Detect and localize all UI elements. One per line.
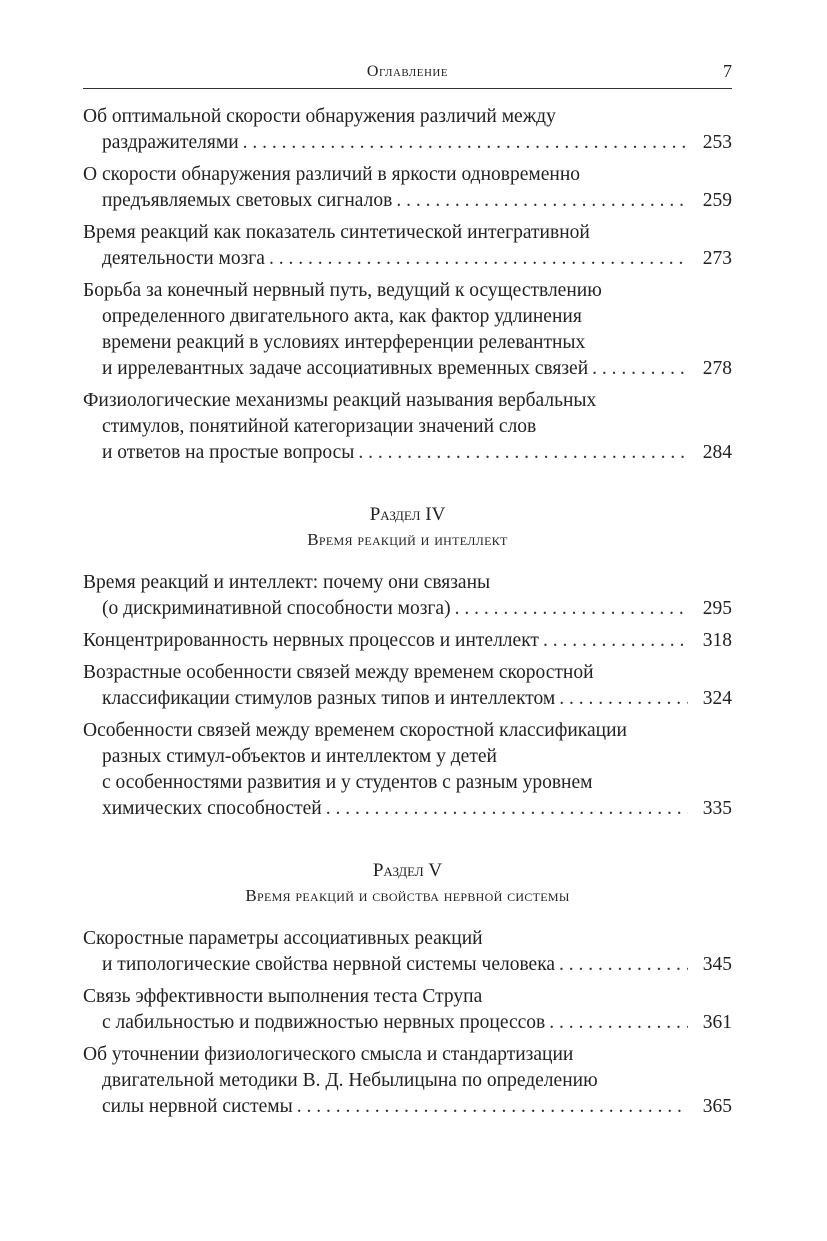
toc-entry-title-line: с особенностями развития и у студентов с разным уровнем [102, 772, 593, 793]
toc-entry-last-line [83, 1010, 732, 1036]
toc-entry-last-line [83, 686, 732, 712]
toc-entry[interactable] [83, 660, 732, 712]
toc-page-number: 259 [702, 190, 732, 211]
toc-entry-last-line [83, 952, 732, 978]
toc-entry-title-line: классификации стимулов разных типов и интеллектом [102, 688, 556, 709]
toc-block-2 [83, 570, 732, 822]
toc-entry-title-line: Борьба за конечный нервный путь, ведущий к осуществлению [83, 280, 602, 301]
toc-page-number: 253 [702, 132, 732, 153]
toc-entry[interactable] [83, 162, 732, 214]
toc-entry-title-line: и иррелевантных задаче ассоциативных временных связей [102, 358, 589, 379]
toc-entry[interactable] [83, 1042, 732, 1120]
toc-entry[interactable] [83, 718, 732, 822]
toc-entry[interactable] [83, 570, 732, 622]
toc-entry-title-line: и типологические свойства нервной системы человека [102, 954, 556, 975]
section-title: Время реакций и интеллект [307, 530, 508, 549]
toc-entry-title-line: с лабильностью и подвижностью нервных процессов [102, 1012, 546, 1033]
running-head [83, 60, 732, 89]
toc-page-number: 365 [702, 1096, 732, 1117]
toc-page-number: 324 [702, 688, 732, 709]
toc-entry-last-line [83, 130, 732, 156]
toc-entry-last-line [83, 356, 732, 382]
toc-entry-title-line: раздражителями [102, 132, 239, 153]
toc-entry-last-line [83, 628, 732, 654]
toc-entry-title-line: Об уточнении физиологического смысла и стандартизации [83, 1044, 574, 1065]
section-number: Раздел IV [369, 504, 446, 525]
toc-entry-title-line: Возрастные особенности связей между временем скоростной [83, 662, 594, 683]
toc-entries [83, 104, 732, 1126]
toc-entry-title-line: и ответов на простые вопросы [102, 442, 355, 463]
toc-entry-title-line: Связь эффективности выполнения теста Струпа [83, 986, 483, 1007]
dot-leader [358, 440, 688, 466]
page-number: 7 [723, 61, 732, 81]
toc-entry-title-line: предъявляемых световых сигналов [102, 190, 393, 211]
toc-entry-title-line: стимулов, понятийной категоризации значений слов [102, 416, 537, 437]
dot-leader [543, 628, 688, 654]
dot-leader [592, 356, 688, 382]
toc-entry-title-line: Особенности связей между временем скоростной классификации [83, 720, 627, 741]
toc-entry[interactable] [83, 278, 732, 382]
toc-page-number: 295 [702, 598, 732, 619]
toc-entry-title-line: Скоростные параметры ассоциативных реакций [83, 928, 483, 949]
toc-entry-title-line: О скорости обнаружения различий в яркости одновременно [83, 164, 581, 185]
toc-entry-title-line: определенного двигательного акта, как фактор удлинения [102, 306, 582, 327]
toc-page-number: 273 [702, 248, 732, 269]
section-heading-4 [83, 502, 732, 552]
dot-leader [326, 796, 688, 822]
toc-entry-title-line: двигательной методики В. Д. Небылицына по определению [102, 1070, 598, 1091]
dot-leader [297, 1094, 688, 1120]
toc-block-1 [83, 104, 732, 466]
toc-entry-title-line: деятельности мозга [102, 248, 265, 269]
toc-entry[interactable] [83, 388, 732, 466]
toc-entry-title-line: разных стимул-объектов и интеллектом у детей [102, 746, 497, 767]
dot-leader [549, 1010, 688, 1036]
toc-entry[interactable] [83, 984, 732, 1036]
section-number: Раздел V [372, 860, 443, 881]
toc-entry[interactable] [83, 628, 732, 654]
toc-entry-title-line: Концентрированность нервных процессов и интеллект [83, 630, 539, 651]
toc-entry-last-line [83, 596, 732, 622]
toc-entry[interactable] [83, 220, 732, 272]
toc-page-number: 345 [702, 954, 732, 975]
toc-page-number: 284 [702, 442, 732, 463]
toc-page-number: 318 [702, 630, 732, 651]
toc-entry-title-line: силы нервной системы [102, 1096, 293, 1117]
toc-page-number: 278 [702, 358, 732, 379]
toc-entry-title-line: химических способностей [102, 798, 322, 819]
dot-leader [559, 686, 688, 712]
dot-leader [269, 246, 688, 272]
toc-entry-last-line [83, 796, 732, 822]
toc-entry-last-line [83, 1094, 732, 1120]
toc-entry-title-line: Физиологические механизмы реакций называния вербальных [83, 390, 597, 411]
dot-leader [559, 952, 688, 978]
toc-entry-last-line [83, 246, 732, 272]
toc-entry-title-line: (о дискриминативной способности мозга) [102, 598, 451, 619]
section-title: Время реакций и свойства нервной системы [245, 886, 570, 905]
running-head-title: Оглавление [366, 63, 449, 80]
toc-entry-title-line: Время реакций как показатель синтетической интегративной [83, 222, 590, 243]
section-heading-5 [83, 858, 732, 908]
dot-leader [243, 130, 688, 156]
toc-entry[interactable] [83, 104, 732, 156]
toc-block-3 [83, 926, 732, 1120]
dot-leader [396, 188, 688, 214]
toc-entry-title-line: Время реакций и интеллект: почему они связаны [83, 572, 491, 593]
toc-entry-title-line: времени реакций в условиях интерференции релевантных [102, 332, 586, 353]
toc-page-number: 361 [702, 1012, 732, 1033]
toc-entry-last-line [83, 188, 732, 214]
toc-entry-title-line: Об оптимальной скорости обнаружения различий между [83, 106, 556, 127]
toc-entry[interactable] [83, 926, 732, 978]
toc-entry-last-line [83, 440, 732, 466]
dot-leader [455, 596, 688, 622]
toc-page-number: 335 [702, 798, 732, 819]
